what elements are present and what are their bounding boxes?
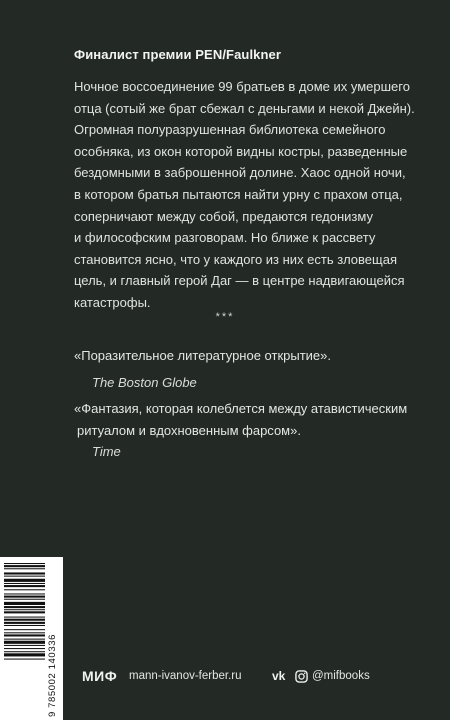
isbn-barcode	[0, 557, 63, 720]
barcode-bar	[4, 653, 45, 656]
barcode-bar	[4, 625, 45, 626]
barcode-bar	[4, 622, 45, 624]
barcode-bar	[4, 617, 45, 618]
review-quote	[74, 345, 331, 367]
quote-source: Time	[92, 444, 121, 459]
annotation-line: бездомными в заброшенной долине. Хаос одной ночи,	[74, 165, 406, 181]
isbn-number: 9 785002 140336	[47, 634, 58, 717]
section-divider: ***	[215, 311, 235, 323]
barcode-bar	[4, 651, 45, 652]
barcode-bar	[4, 606, 45, 608]
barcode-bar	[4, 583, 45, 584]
annotation-line: в котором братья пытаются найти урну с прахом отца,	[74, 186, 403, 202]
annotation-line: соперничают между собой, предаются гедонизму	[74, 208, 373, 224]
annotation-line: цель, и главный герой Даг — в центре надвигающейся	[74, 273, 405, 289]
barcode-bar	[4, 579, 45, 582]
barcode-bar	[4, 602, 45, 605]
annotation-line: отца (сотый же брат сбежал с деньгами и некой Джейн).	[74, 100, 415, 116]
barcode-bar	[4, 659, 45, 660]
barcode-bar	[4, 585, 45, 587]
review-quote	[74, 398, 407, 441]
barcode-bar	[4, 568, 45, 569]
quote-source: The Boston Globe	[92, 375, 197, 390]
barcode-bar	[4, 593, 45, 594]
publisher-footer	[82, 668, 410, 688]
barcode-bar	[4, 596, 45, 598]
barcode-bar	[4, 563, 45, 564]
social-handle: @mifbooks	[312, 670, 370, 682]
barcode-bar	[4, 609, 45, 610]
annotation-line: становится ясно, что у каждого из них есть зловещая	[74, 251, 397, 267]
quote-line: ритуалом и вдохновенным фарсом».	[77, 422, 301, 438]
barcode-bar	[4, 599, 45, 600]
barcode-bar	[4, 639, 45, 640]
barcode-bar	[4, 619, 45, 621]
vk-icon: vk	[272, 669, 286, 683]
barcode-bar	[4, 641, 45, 644]
book-annotation	[74, 76, 415, 314]
quote-line: «Поразительное литературное открытие».	[74, 348, 331, 363]
publisher-logo: МИФ	[82, 668, 118, 684]
instagram-icon	[295, 670, 308, 683]
barcode-bar	[4, 645, 45, 646]
annotation-line: катастрофы.	[74, 294, 151, 310]
annotation-line: Ночное воссоединение 99 братьев в доме их умершего	[74, 79, 410, 94]
annotation-line: особняка, из окон которой видны костры, разведенные	[74, 143, 408, 159]
quote-line: «Фантазия, которая колеблется между атавистическим	[74, 401, 408, 416]
barcode-bar	[4, 634, 45, 636]
barcode-bars	[4, 563, 45, 660]
annotation-line: Огромная полуразрушенная библиотека семейного	[74, 122, 386, 138]
annotation-line: и философским разговорам. Но ближе к рассвету	[74, 230, 376, 246]
barcode-bar	[4, 565, 45, 567]
barcode-bar	[4, 589, 45, 590]
barcode-bar	[4, 572, 45, 574]
barcode-graphic	[0, 557, 63, 720]
publisher-website: mann-ivanov-ferber.ru	[129, 670, 242, 682]
barcode-bar	[4, 629, 45, 630]
barcode-bar	[4, 632, 45, 633]
award-heading: Финалист премии PEN/Faulkner	[74, 47, 282, 62]
barcode-bar	[4, 648, 45, 649]
barcode-bar	[4, 611, 45, 613]
barcode-bar	[4, 576, 45, 577]
